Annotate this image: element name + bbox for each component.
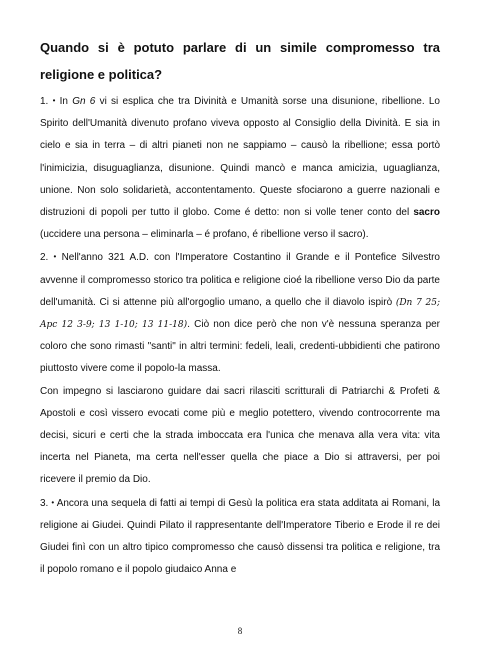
paragraph-4	[40, 492, 440, 582]
scripture-references: (Dn 7 25; Apc 12 3-9; 13 1-10; 13 11-18).	[40, 297, 441, 331]
paragraph-1-text-end: (uccidere una persona – eliminarla – é profano, é ribellione verso il sacro).	[40, 229, 369, 241]
paragraph-3: Con impegno si lasciarono guidare dai sacri rilasciti scritturali di Patriarchi & Profeti & Apostoli e così vissero evocati come più e meglio potettero, vivendo controcorrente ma decisi, sicuri e certi che la strada imboccata era l'unica che menava alla vera vita: vita incerta nel Pianeta, ma certa nell'esser quella che piace a Dio si attraversi, per poi ricevere il premio da Dio.	[40, 385, 440, 486]
paragraph-1	[40, 90, 440, 246]
paragraph-2-text-end: Ciò non dice però che non v'è nessuna speranza per coloro che sono rimasti "santi" in altri termini: fedeli, leali, credenti-ubbidienti che patirono piuttosto vivere come il popolo-la massa.	[40, 319, 441, 375]
paragraph-2-text: Nell'anno 321 A.D. con l'Imperatore Costantino il Grande e il Pontefice Silvestro avvenne il compromesso storico tra politica e religione cioé la ribellione verso Dio da parte dell'umanità. Ci si attenne più all'orgoglio umano, a quello che il diavolo ispirò	[40, 252, 440, 308]
page-number: 8	[237, 626, 243, 636]
paragraph-2-number: 2.	[40, 252, 49, 264]
paragraph-4-number: 3.	[40, 497, 49, 509]
scripture-reference: Gn 6	[72, 96, 96, 107]
paragraph-4-text: Ancora una sequela di fatti ai tempi di Gesù la politica era stata additata ai Romani, la religione ai Giudei. Quindi Pilato il rappresentante dell'Imperatore Tiberio e Erode il re dei Giudei finì con un altro tipico compromesso che causò dissensi tra politica e religione, tra il popolo romano e il popolo giudaico Anna e	[40, 497, 441, 576]
bullet-icon: •	[53, 252, 57, 262]
paragraph-1-pre: In	[59, 96, 68, 107]
paragraph-1-number: 1.	[40, 96, 49, 107]
paragraph-2	[40, 246, 440, 380]
paragraph-1-text: vi si esplica che tra Divinità e Umanità sorse una disunione, ribellione. Lo Spirito dell'Umanità divenuto profano viveva opposto al Consiglio della Divinità. E sia in cielo e sia in terra – di altri pianeti non ne sappiamo – causò la ribellione; essa portò l'inimicizia, disuguaglianza, disunione. Quindi mancò e manca amicizia, uguaglianza, unione. Non solo solidarietà, accontentamento. Queste sfociarono a guerre nazionali e distruzioni di popoli per tutto il globo. Come é detto: non si volle tener conto del	[40, 96, 440, 219]
bullet-icon: •	[52, 96, 56, 105]
section-heading: Quando si è potuto parlare di un simile compromesso tra religione e politica?	[40, 40, 440, 82]
emphasis-sacro: sacro	[413, 207, 440, 219]
bullet-icon: •	[51, 497, 55, 507]
